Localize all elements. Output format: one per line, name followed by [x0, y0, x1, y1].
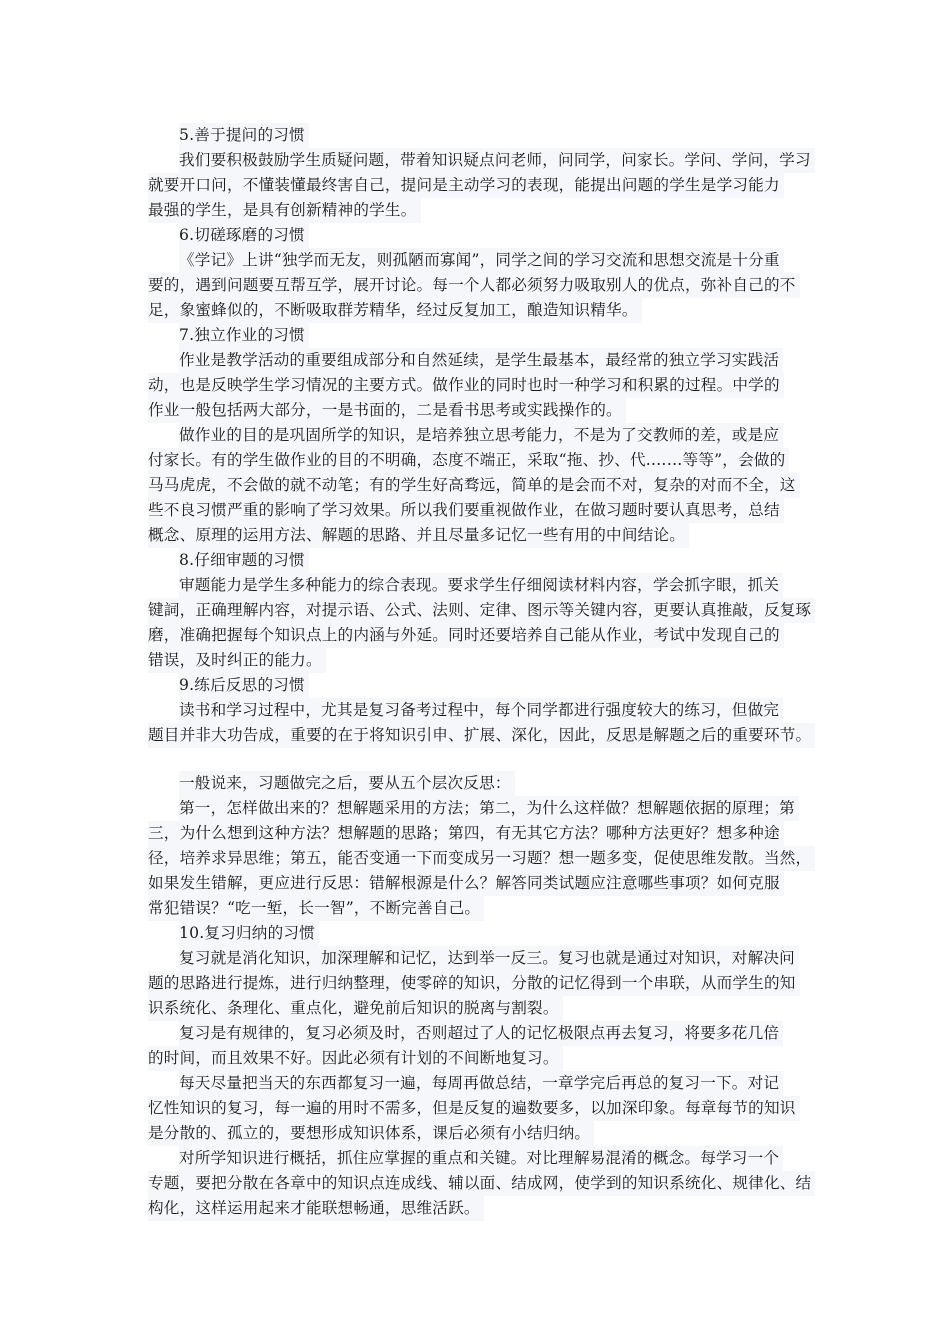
line-text: 忆性知识的复习，每一遍的用时不需多，但是反复的遍数要多，以加深印象。每章每节的知识 [148, 1096, 800, 1121]
line-text: 读书和学习过程中，尤其是复习备考过程中，每个同学都进行强度较大的练习，但做完 [179, 698, 783, 723]
line-text: 《学记》上讲“独学而无友，则孤陋而寡闻”，同学之间的学习交流和思想交流是十分重 [179, 248, 784, 273]
heading-6 [148, 223, 810, 248]
paragraph-line [148, 398, 810, 423]
line-text: 复习就是消化知识，加深理解和记忆，达到举一反三。复习也就是通过对知识，对解决问 [179, 946, 799, 971]
line-text: 键詞，正确理解内容，对提示语、公式、法则、定律、图示等关键内容，更要认真推敲，反复琢 [148, 598, 815, 623]
paragraph-line [148, 523, 810, 548]
paragraph-line [148, 821, 810, 846]
line-text: 马马虎虎，不会做的就不动笔；有的学生好高骛远，简单的是会而不对，复杂的对而不全，这 [148, 473, 800, 498]
paragraph-line [148, 1021, 810, 1046]
paragraph-line [148, 473, 810, 498]
paragraph-line [148, 348, 810, 373]
heading-9-text: 9.练后反思的习惯 [179, 673, 309, 698]
line-text: 错误，及时纠正的能力。 [148, 648, 326, 673]
line-text: 磨，准确把握每个知识点上的内涵与外延。同时还要培养自己能从作业，考试中发现自己的 [148, 623, 784, 648]
paragraph-line [148, 698, 810, 723]
line-text: 足，象蜜蜂似的，不断吸取群芳精华，经过反复加工，酿造知识精华。 [148, 298, 642, 323]
line-text: 作业一般包括两大部分，一是书面的，二是看书思考或实践操作的。 [148, 398, 626, 423]
paragraph-line [148, 448, 810, 473]
paragraph-line [148, 846, 810, 871]
paragraph-line [148, 423, 810, 448]
line-text: 付家长。有的学生做作业的目的不明确，态度不端正，采取“拖、抄、代.……等等”，会做的 [148, 448, 789, 473]
line-text: 常犯错误？“吃一堑，长一智”，不断完善自己。 [148, 896, 484, 921]
paragraph-line [148, 498, 810, 523]
paragraph-line [148, 173, 810, 198]
heading-8 [148, 548, 810, 573]
paragraph-line [148, 273, 810, 298]
heading-10 [148, 921, 810, 946]
line-text: 要的，遇到问题要互帮互学，展开讨论。每一个人都必须努力吸取别人的优点，弥补自己的不 [148, 273, 800, 298]
paragraph-line [148, 148, 810, 173]
line-text: 题目并非大功告成，重要的在于将知识引申、扩展、深化，因此，反思是解题之后的重要环节。 [148, 723, 815, 748]
heading-9 [148, 673, 810, 698]
paragraph-line [148, 623, 810, 648]
paragraph-line [148, 648, 810, 673]
heading-7 [148, 323, 810, 348]
line-text: 径，培养求异思维；第五，能否变通一下而变成另一习题？想一题多变，促使思维发散。当然， [148, 846, 815, 871]
paragraph-line [148, 1096, 810, 1121]
line-text: 我们要积极鼓励学生质疑问题，带着知识疑点问老师，问同学，问家长。学问、学问，学习 [179, 148, 815, 173]
paragraph-line [148, 1171, 810, 1196]
paragraph-line [148, 723, 810, 748]
heading-6-text: 6.切磋琢磨的习惯 [179, 223, 309, 248]
line-text: 概念、原理的运用方法、解题的思路、并且尽量多记忆一些有用的中间结论。 [148, 523, 689, 548]
heading-5 [148, 123, 810, 148]
paragraph-line [148, 896, 810, 921]
paragraph-gap [148, 748, 810, 771]
paragraph-line [148, 1046, 810, 1071]
paragraph-line [148, 573, 810, 598]
line-text: 识系统化、条理化、重点化，避免前后知识的脱离与割裂。 [148, 996, 563, 1021]
line-text: 三，为什么想到这种方法？想解题的思路；第四，有无其它方法？哪种方法更好？想多种途 [148, 821, 784, 846]
line-text: 构化，这样运用起来才能联想畅通，思维活跃。 [148, 1196, 484, 1221]
line-text: 每天尽量把当天的东西都复习一遍，每周再做总结，一章学完后再总的复习一下。对记 [179, 1071, 783, 1096]
line-text: 审题能力是学生多种能力的综合表现。要求学生仔细阅读材料内容，学会抓字眼，抓关 [179, 573, 783, 598]
line-text: 如果发生错解，更应进行反思：错解根源是什么？解答同类试题应注意哪些事项？如何克服 [148, 871, 784, 896]
heading-7-text: 7.独立作业的习惯 [179, 323, 309, 348]
paragraph-line [148, 946, 810, 971]
heading-10-text: 10.复习归纳的习惯 [179, 921, 319, 946]
paragraph-line [148, 996, 810, 1021]
paragraph-line [148, 298, 810, 323]
paragraph-line [148, 598, 810, 623]
line-text: 对所学知识进行概括，抓住应掌握的重点和关键。对比理解易混淆的概念。每学习一个 [179, 1146, 783, 1171]
heading-5-text: 5.善于提问的习惯 [179, 123, 309, 148]
paragraph-line [148, 971, 810, 996]
line-text: 做作业的目的是巩固所学的知识，是培养独立思考能力，不是为了交教师的差，或是应 [179, 423, 783, 448]
paragraph-line [148, 1196, 810, 1221]
paragraph-line [148, 373, 810, 398]
paragraph-line [148, 1071, 810, 1096]
line-text: 作业是教学活动的重要组成部分和自然延续，是学生最基本，最经常的独立学习实践活 [179, 348, 783, 373]
paragraph-line [148, 771, 810, 796]
document-page [148, 123, 810, 1221]
line-text: 是分散的、孤立的，要想形成知识体系，课后必须有小结归纳。 [148, 1121, 594, 1146]
line-text: 最强的学生，是具有创新精神的学生。 [148, 198, 421, 223]
line-text: 就要开口问，不懂装懂最终害自己，提问是主动学习的表现，能提出问题的学生是学习能力 [148, 173, 784, 198]
line-text: 的时间，而且效果不好。因此必须有计划的不间断地复习。 [148, 1046, 563, 1071]
line-text: 专题，要把分散在各章中的知识点连成线、辅以面、结成网，使学到的知识系统化、规律化、结 [148, 1171, 815, 1196]
paragraph-line [148, 796, 810, 821]
paragraph-line [148, 1121, 810, 1146]
line-text: 动，也是反映学生学习情况的主要方式。做作业的同时也时一种学习和积累的过程。中学的 [148, 373, 784, 398]
line-text: 些不良习惯严重的影响了学习效果。所以我们要重视做作业，在做习题时要认真思考，总结 [148, 498, 784, 523]
paragraph-line [148, 198, 810, 223]
heading-8-text: 8.仔细审题的习惯 [179, 548, 309, 573]
line-text: 一般说来，习题做完之后，要从五个层次反思： [179, 771, 515, 796]
line-text: 题的思路进行提炼，进行归纳整理，使零碎的知识，分散的记忆得到一个串联，从而学生的知 [148, 971, 800, 996]
line-text: 第一，怎样做出来的？想解题采用的方法；第二，为什么这样做？想解题依据的原理；第 [179, 796, 799, 821]
paragraph-line [148, 871, 810, 896]
line-text: 复习是有规律的，复习必须及时，否则超过了人的记忆极限点再去复习，将要多花几倍 [179, 1021, 783, 1046]
paragraph-line [148, 248, 810, 273]
paragraph-line [148, 1146, 810, 1171]
